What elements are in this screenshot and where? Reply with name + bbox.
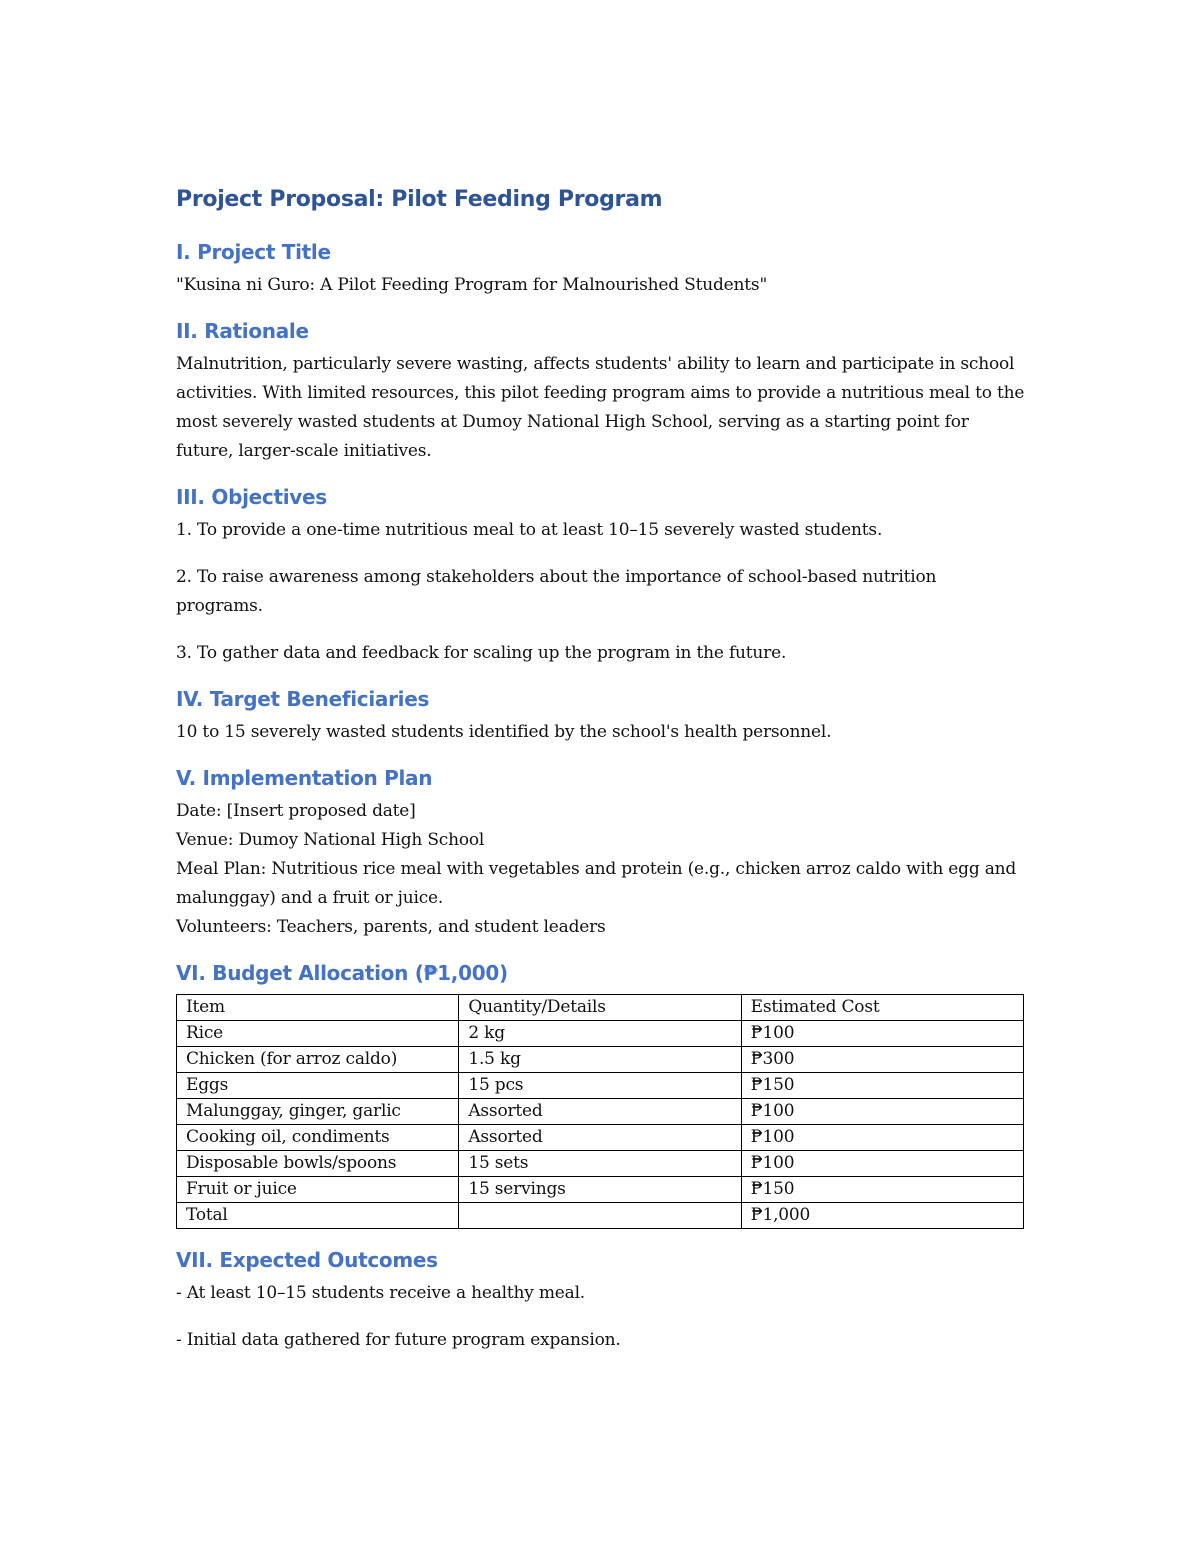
beneficiaries-section (176, 686, 1026, 747)
table-cell: Rice (177, 1020, 459, 1046)
objective-item: 1. To provide a one-time nutritious meal to at least 10–15 severely wasted students. (176, 519, 883, 540)
implementation-meal-plan: Meal Plan: Nutritious rice meal with vegetables and protein (e.g., chicken arroz caldo with egg and malunggay) and a fruit or juice. (176, 858, 1017, 908)
table-row (177, 1046, 1024, 1072)
table-row (177, 1176, 1024, 1202)
objectives-section (176, 484, 1026, 668)
table-cell: ₱150 (741, 1176, 1023, 1202)
table-cell: ₱1,000 (741, 1202, 1023, 1228)
objective-item: 3. To gather data and feedback for scaling up the program in the future. (176, 642, 787, 663)
table-cell: Assorted (459, 1098, 741, 1124)
rationale-heading: II. Rationale (176, 318, 309, 343)
implementation-heading: V. Implementation Plan (176, 765, 433, 790)
table-cell: ₱100 (741, 1124, 1023, 1150)
table-header-cell: Quantity/Details (459, 994, 741, 1020)
table-cell: 15 servings (459, 1176, 741, 1202)
beneficiaries-heading: IV. Target Beneficiaries (176, 686, 430, 711)
table-row (177, 1124, 1024, 1150)
table-cell: ₱100 (741, 1098, 1023, 1124)
table-header-row (177, 994, 1024, 1020)
table-total-row (177, 1202, 1024, 1228)
outcome-item: - At least 10–15 students receive a healthy meal. (176, 1282, 586, 1303)
table-cell: Eggs (177, 1072, 459, 1098)
table-cell: Chicken (for arroz caldo) (177, 1046, 459, 1072)
document-title: Project Proposal: Pilot Feeding Program (176, 187, 663, 212)
table-cell: Cooking oil, condiments (177, 1124, 459, 1150)
document-page (176, 186, 1026, 1373)
table-row (177, 1072, 1024, 1098)
table-cell: Disposable bowls/spoons (177, 1150, 459, 1176)
implementation-section (176, 765, 1026, 942)
budget-section (176, 960, 1026, 1229)
implementation-volunteers: Volunteers: Teachers, parents, and student leaders (176, 916, 606, 937)
outcomes-section (176, 1247, 1026, 1355)
table-cell: 2 kg (459, 1020, 741, 1046)
project-title-section (176, 239, 1026, 300)
table-cell: Total (177, 1202, 459, 1228)
table-cell: ₱150 (741, 1072, 1023, 1098)
table-header-cell: Estimated Cost (741, 994, 1023, 1020)
table-row (177, 1150, 1024, 1176)
objectives-heading: III. Objectives (176, 484, 327, 509)
table-cell: 15 sets (459, 1150, 741, 1176)
beneficiaries-text: 10 to 15 severely wasted students identified by the school's health personnel. (176, 721, 832, 742)
table-cell: 15 pcs (459, 1072, 741, 1098)
table-cell: Fruit or juice (177, 1176, 459, 1202)
table-cell: Assorted (459, 1124, 741, 1150)
objective-item: 2. To raise awareness among stakeholders about the importance of school-based nutrition programs. (176, 566, 937, 616)
outcomes-heading: VII. Expected Outcomes (176, 1247, 438, 1272)
implementation-venue: Venue: Dumoy National High School (176, 829, 485, 850)
project-title-text: "Kusina ni Guro: A Pilot Feeding Program for Malnourished Students" (176, 274, 768, 295)
implementation-date: Date: [Insert proposed date] (176, 800, 416, 821)
rationale-text: Malnutrition, particularly severe wasting, affects students' ability to learn and participate in school activities. With limited resources, this pilot feeding program aims to provide a nutritious meal to the most severely wasted students at Dumoy National High School, serving as a starting point for future, larger-scale initiatives. (176, 353, 1025, 461)
table-header-cell: Item (177, 994, 459, 1020)
rationale-section (176, 318, 1026, 466)
budget-table (176, 994, 1024, 1229)
table-cell: ₱100 (741, 1150, 1023, 1176)
table-row (177, 1098, 1024, 1124)
outcome-item: - Initial data gathered for future program expansion. (176, 1329, 621, 1350)
table-cell: Malunggay, ginger, garlic (177, 1098, 459, 1124)
table-cell: 1.5 kg (459, 1046, 741, 1072)
table-cell: ₱300 (741, 1046, 1023, 1072)
project-title-heading: I. Project Title (176, 239, 331, 264)
table-row (177, 1020, 1024, 1046)
table-cell: ₱100 (741, 1020, 1023, 1046)
table-cell (459, 1202, 741, 1228)
budget-heading: VI. Budget Allocation (₱1,000) (176, 960, 508, 985)
